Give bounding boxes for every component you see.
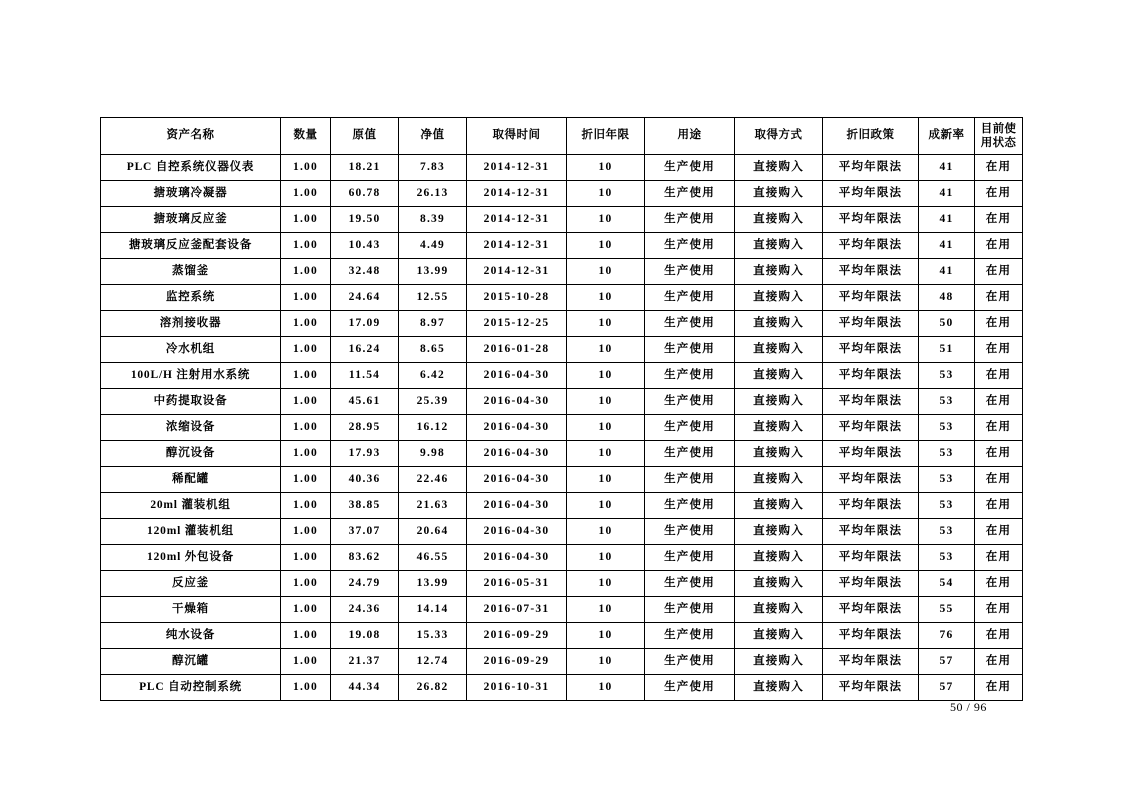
cell-value: 10 [567,181,645,207]
cell-value: 平均年限法 [823,207,919,233]
cell-value: 2016-04-30 [467,363,567,389]
cell-value: 9.98 [399,441,467,467]
table-row [101,285,1023,311]
cell-value: 1.00 [281,441,331,467]
cell-value: 10 [567,285,645,311]
cell-value: 51 [919,337,975,363]
cell-asset-name: PLC 自控系统仪器仪表 [101,155,281,181]
cell-value: 8.97 [399,311,467,337]
cell-value: 53 [919,493,975,519]
cell-value: 在用 [975,415,1023,441]
cell-value: 10 [567,311,645,337]
cell-value: 2016-10-31 [467,675,567,701]
cell-value: 在用 [975,233,1023,259]
cell-value: 10 [567,519,645,545]
cell-value: 16.12 [399,415,467,441]
cell-value: 19.50 [331,207,399,233]
cell-value: 2014-12-31 [467,181,567,207]
cell-asset-name: 120ml 灌装机组 [101,519,281,545]
cell-value: 直接购入 [735,181,823,207]
table-row [101,363,1023,389]
cell-value: 22.46 [399,467,467,493]
cell-value: 17.09 [331,311,399,337]
cell-value: 生产使用 [645,259,735,285]
cell-value: 1.00 [281,415,331,441]
cell-value: 平均年限法 [823,623,919,649]
cell-value: 直接购入 [735,233,823,259]
cell-value: 直接购入 [735,415,823,441]
cell-value: 24.64 [331,285,399,311]
cell-value: 2016-01-28 [467,337,567,363]
cell-value: 53 [919,519,975,545]
column-header-original-value: 原值 [331,118,399,155]
cell-value: 1.00 [281,389,331,415]
cell-value: 平均年限法 [823,415,919,441]
cell-asset-name: 中药提取设备 [101,389,281,415]
cell-value: 7.83 [399,155,467,181]
cell-value: 生产使用 [645,155,735,181]
cell-value: 1.00 [281,207,331,233]
cell-value: 1.00 [281,467,331,493]
cell-value: 在用 [975,259,1023,285]
fixed-asset-table [100,117,1023,701]
cell-value: 在用 [975,181,1023,207]
cell-value: 1.00 [281,155,331,181]
cell-value: 21.63 [399,493,467,519]
cell-asset-name: 120ml 外包设备 [101,545,281,571]
cell-value: 在用 [975,493,1023,519]
cell-value: 57 [919,675,975,701]
cell-value: 16.24 [331,337,399,363]
table-row [101,337,1023,363]
cell-value: 直接购入 [735,467,823,493]
cell-value: 2014-12-31 [467,259,567,285]
column-header-usage: 用途 [645,118,735,155]
table-row [101,415,1023,441]
cell-value: 生产使用 [645,389,735,415]
cell-value: 26.13 [399,181,467,207]
cell-value: 10 [567,337,645,363]
cell-value: 直接购入 [735,493,823,519]
cell-value: 生产使用 [645,337,735,363]
page-number: 50 / 96 [950,700,987,714]
cell-value: 11.54 [331,363,399,389]
cell-value: 在用 [975,363,1023,389]
table-row [101,649,1023,675]
column-header-newness-rate: 成新率 [919,118,975,155]
column-header-acquisition-method: 取得方式 [735,118,823,155]
cell-value: 10 [567,233,645,259]
cell-asset-name: 浓缩设备 [101,415,281,441]
cell-value: 平均年限法 [823,675,919,701]
cell-value: 在用 [975,675,1023,701]
cell-value: 10 [567,207,645,233]
cell-value: 直接购入 [735,259,823,285]
cell-value: 在用 [975,649,1023,675]
table-row [101,519,1023,545]
cell-value: 2016-04-30 [467,415,567,441]
cell-value: 2016-09-29 [467,649,567,675]
cell-value: 生产使用 [645,285,735,311]
cell-value: 2016-07-31 [467,597,567,623]
cell-value: 13.99 [399,571,467,597]
cell-asset-name: 搪玻璃反应釜 [101,207,281,233]
cell-value: 1.00 [281,233,331,259]
cell-value: 直接购入 [735,389,823,415]
cell-value: 10 [567,155,645,181]
cell-value: 在用 [975,467,1023,493]
table-row [101,675,1023,701]
cell-value: 在用 [975,207,1023,233]
cell-value: 6.42 [399,363,467,389]
cell-asset-name: 溶剂接收器 [101,311,281,337]
table-row [101,441,1023,467]
table-row [101,207,1023,233]
cell-value: 10 [567,545,645,571]
cell-value: 1.00 [281,545,331,571]
cell-value: 在用 [975,441,1023,467]
cell-value: 32.48 [331,259,399,285]
cell-value: 25.39 [399,389,467,415]
cell-value: 54 [919,571,975,597]
cell-value: 8.65 [399,337,467,363]
cell-value: 60.78 [331,181,399,207]
cell-value: 在用 [975,519,1023,545]
cell-value: 2014-12-31 [467,207,567,233]
cell-value: 1.00 [281,337,331,363]
cell-value: 生产使用 [645,181,735,207]
column-header-depreciation-years: 折旧年限 [567,118,645,155]
cell-value: 在用 [975,389,1023,415]
column-header-depreciation-policy: 折旧政策 [823,118,919,155]
cell-value: 53 [919,363,975,389]
cell-asset-name: 反应釜 [101,571,281,597]
cell-asset-name: 搪玻璃反应釜配套设备 [101,233,281,259]
table-row [101,389,1023,415]
cell-value: 2016-04-30 [467,493,567,519]
cell-value: 平均年限法 [823,181,919,207]
cell-value: 生产使用 [645,207,735,233]
cell-value: 生产使用 [645,493,735,519]
cell-value: 10 [567,259,645,285]
cell-value: 生产使用 [645,363,735,389]
cell-value: 1.00 [281,285,331,311]
cell-value: 直接购入 [735,337,823,363]
cell-value: 14.14 [399,597,467,623]
cell-value: 平均年限法 [823,649,919,675]
table-row [101,233,1023,259]
cell-asset-name: 100L/H 注射用水系统 [101,363,281,389]
cell-value: 44.34 [331,675,399,701]
cell-value: 生产使用 [645,441,735,467]
cell-value: 1.00 [281,597,331,623]
cell-value: 生产使用 [645,597,735,623]
cell-value: 2015-12-25 [467,311,567,337]
cell-value: 生产使用 [645,415,735,441]
cell-asset-name: 醇沉罐 [101,649,281,675]
cell-value: 10 [567,623,645,649]
cell-value: 生产使用 [645,545,735,571]
cell-asset-name: 搪玻璃冷凝器 [101,181,281,207]
cell-value: 40.36 [331,467,399,493]
cell-value: 41 [919,233,975,259]
cell-value: 在用 [975,571,1023,597]
cell-value: 1.00 [281,675,331,701]
cell-value: 平均年限法 [823,389,919,415]
cell-value: 直接购入 [735,623,823,649]
cell-value: 76 [919,623,975,649]
cell-value: 53 [919,389,975,415]
column-header-current-status: 目前使用状态 [975,118,1023,155]
cell-value: 10 [567,441,645,467]
cell-value: 10 [567,597,645,623]
cell-value: 1.00 [281,649,331,675]
cell-value: 20.64 [399,519,467,545]
cell-value: 1.00 [281,259,331,285]
cell-value: 53 [919,415,975,441]
table-row [101,181,1023,207]
cell-value: 15.33 [399,623,467,649]
cell-asset-name: 醇沉设备 [101,441,281,467]
cell-value: 50 [919,311,975,337]
cell-value: 1.00 [281,623,331,649]
cell-value: 19.08 [331,623,399,649]
cell-value: 41 [919,207,975,233]
cell-value: 17.93 [331,441,399,467]
cell-value: 直接购入 [735,571,823,597]
cell-value: 在用 [975,311,1023,337]
cell-value: 生产使用 [645,519,735,545]
cell-value: 平均年限法 [823,441,919,467]
cell-value: 41 [919,259,975,285]
cell-value: 10 [567,363,645,389]
table-header-row [101,118,1023,155]
cell-value: 2016-04-30 [467,519,567,545]
cell-value: 1.00 [281,519,331,545]
cell-value: 10 [567,675,645,701]
cell-value: 10 [567,493,645,519]
cell-value: 平均年限法 [823,155,919,181]
cell-value: 生产使用 [645,649,735,675]
cell-value: 平均年限法 [823,363,919,389]
cell-value: 21.37 [331,649,399,675]
cell-value: 2016-09-29 [467,623,567,649]
cell-value: 55 [919,597,975,623]
cell-value: 46.55 [399,545,467,571]
cell-value: 18.21 [331,155,399,181]
cell-value: 在用 [975,337,1023,363]
cell-value: 53 [919,467,975,493]
cell-value: 直接购入 [735,207,823,233]
cell-value: 在用 [975,623,1023,649]
cell-value: 直接购入 [735,155,823,181]
table-row [101,467,1023,493]
cell-value: 2016-05-31 [467,571,567,597]
cell-value: 平均年限法 [823,233,919,259]
cell-value: 平均年限法 [823,285,919,311]
cell-value: 37.07 [331,519,399,545]
cell-asset-name: 纯水设备 [101,623,281,649]
cell-value: 生产使用 [645,467,735,493]
cell-value: 48 [919,285,975,311]
cell-value: 57 [919,649,975,675]
cell-value: 53 [919,545,975,571]
cell-value: 平均年限法 [823,519,919,545]
cell-value: 2016-04-30 [467,389,567,415]
cell-value: 直接购入 [735,545,823,571]
cell-value: 直接购入 [735,597,823,623]
cell-value: 在用 [975,545,1023,571]
cell-value: 10 [567,415,645,441]
cell-value: 2016-04-30 [467,441,567,467]
cell-value: 平均年限法 [823,493,919,519]
cell-value: 平均年限法 [823,337,919,363]
cell-value: 10 [567,571,645,597]
table-row [101,545,1023,571]
cell-asset-name: PLC 自动控制系统 [101,675,281,701]
cell-value: 1.00 [281,571,331,597]
cell-value: 平均年限法 [823,571,919,597]
table-row [101,493,1023,519]
cell-value: 直接购入 [735,285,823,311]
table-row [101,623,1023,649]
cell-value: 10.43 [331,233,399,259]
cell-asset-name: 冷水机组 [101,337,281,363]
cell-value: 生产使用 [645,571,735,597]
cell-value: 1.00 [281,363,331,389]
table-row [101,571,1023,597]
cell-value: 13.99 [399,259,467,285]
cell-asset-name: 干燥箱 [101,597,281,623]
cell-value: 直接购入 [735,675,823,701]
cell-value: 1.00 [281,493,331,519]
cell-asset-name: 稀配罐 [101,467,281,493]
cell-value: 平均年限法 [823,467,919,493]
cell-value: 在用 [975,155,1023,181]
column-header-quantity: 数量 [281,118,331,155]
column-header-acquisition-date: 取得时间 [467,118,567,155]
cell-value: 2014-12-31 [467,155,567,181]
cell-value: 平均年限法 [823,597,919,623]
cell-asset-name: 20ml 灌装机组 [101,493,281,519]
cell-value: 10 [567,649,645,675]
cell-value: 直接购入 [735,649,823,675]
cell-value: 24.79 [331,571,399,597]
cell-value: 28.95 [331,415,399,441]
table-header [101,118,1023,155]
cell-value: 41 [919,155,975,181]
cell-value: 生产使用 [645,311,735,337]
cell-value: 生产使用 [645,233,735,259]
cell-value: 平均年限法 [823,259,919,285]
cell-value: 38.85 [331,493,399,519]
cell-value: 2014-12-31 [467,233,567,259]
cell-value: 平均年限法 [823,545,919,571]
cell-value: 12.74 [399,649,467,675]
cell-asset-name: 蒸馏釜 [101,259,281,285]
cell-value: 生产使用 [645,623,735,649]
cell-value: 2015-10-28 [467,285,567,311]
cell-value: 直接购入 [735,519,823,545]
cell-value: 1.00 [281,311,331,337]
cell-value: 83.62 [331,545,399,571]
cell-value: 生产使用 [645,675,735,701]
cell-value: 41 [919,181,975,207]
cell-value: 2016-04-30 [467,545,567,571]
cell-asset-name: 监控系统 [101,285,281,311]
cell-value: 4.49 [399,233,467,259]
cell-value: 26.82 [399,675,467,701]
cell-value: 10 [567,389,645,415]
cell-value: 1.00 [281,181,331,207]
cell-value: 45.61 [331,389,399,415]
cell-value: 12.55 [399,285,467,311]
cell-value: 在用 [975,285,1023,311]
table-row [101,259,1023,285]
column-header-net-value: 净值 [399,118,467,155]
cell-value: 10 [567,467,645,493]
cell-value: 直接购入 [735,441,823,467]
table-body [101,155,1023,701]
table-row [101,311,1023,337]
cell-value: 在用 [975,597,1023,623]
cell-value: 平均年限法 [823,311,919,337]
cell-value: 直接购入 [735,311,823,337]
column-header-asset-name: 资产名称 [101,118,281,155]
cell-value: 24.36 [331,597,399,623]
cell-value: 直接购入 [735,363,823,389]
table-row [101,597,1023,623]
cell-value: 8.39 [399,207,467,233]
cell-value: 53 [919,441,975,467]
cell-value: 2016-04-30 [467,467,567,493]
table-row [101,155,1023,181]
